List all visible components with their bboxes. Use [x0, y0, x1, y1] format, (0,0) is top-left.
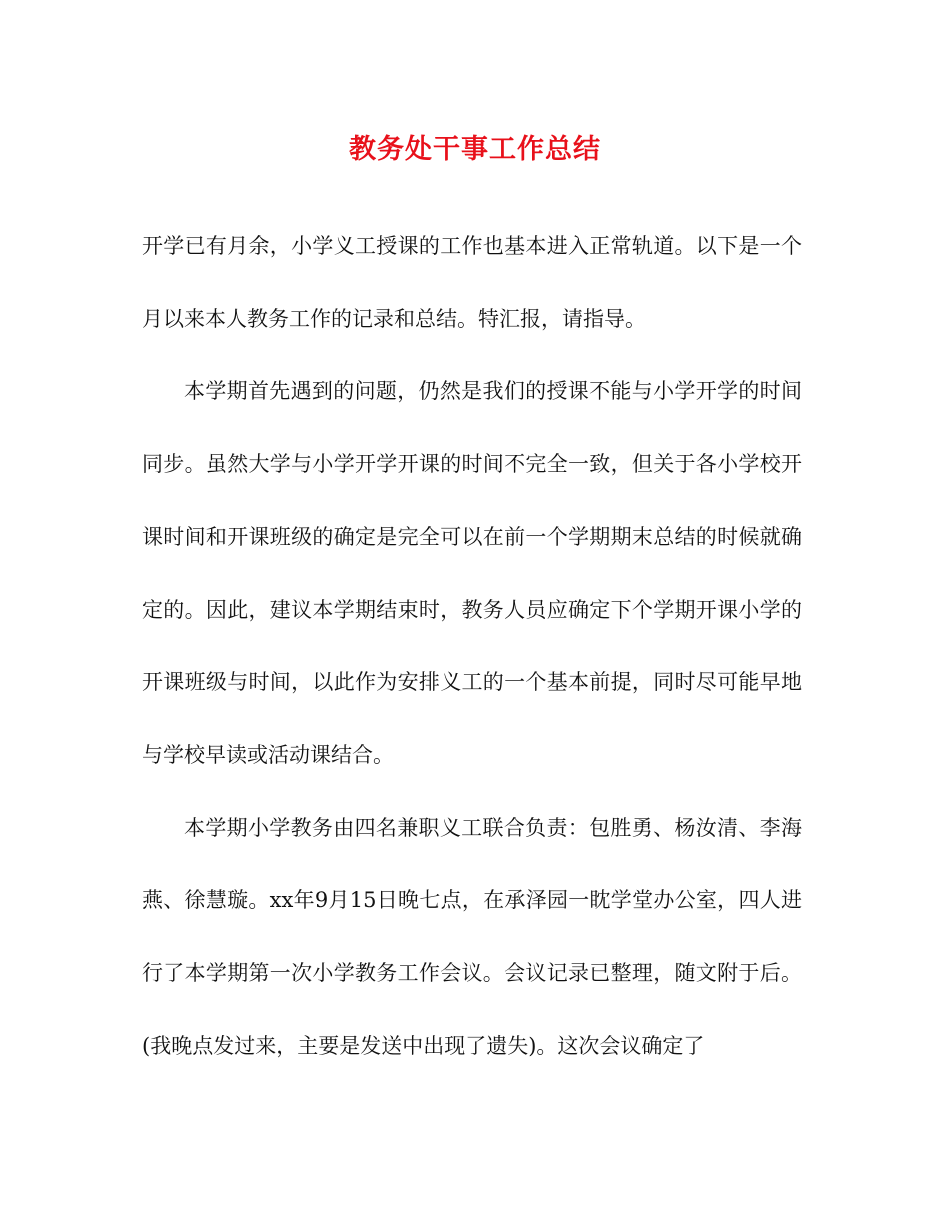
document-title: 教务处干事工作总结 [349, 134, 601, 165]
paragraph-staff-meeting: 本学期小学教务由四名兼职义工联合负责：包胜勇、杨汝清、李海燕、徐慧璇。xx年9月15日晚七点，在承泽园一眈学堂办公室，四人进行了本学期第一次小学教务工作会议。会议记录已整理，随文附于后。(我晚点发过来，主要是发送中出现了遗失)。这次会议确定了 [142, 815, 802, 1058]
paragraph-schedule-issue: 本学期首先遇到的问题，仍然是我们的授课不能与小学开学的时间同步。虽然大学与小学开学开课的时间不完全一致，但关于各小学校开课时间和开课班级的确定是完全可以在前一个学期期末总结的时候就确定的。因此，建议本学期结束时，教务人员应确定下个学期开课小学的开课班级与时间，以此作为安排义工的一个基本前提，同时尽可能早地与学校早读或活动课结合。 [142, 379, 802, 767]
document-body [142, 210, 802, 1082]
paragraph-intro: 开学已有月余，小学义工授课的工作也基本进入正常轨道。以下是一个月以来本人教务工作的记录和总结。特汇报，请指导。 [142, 234, 802, 331]
